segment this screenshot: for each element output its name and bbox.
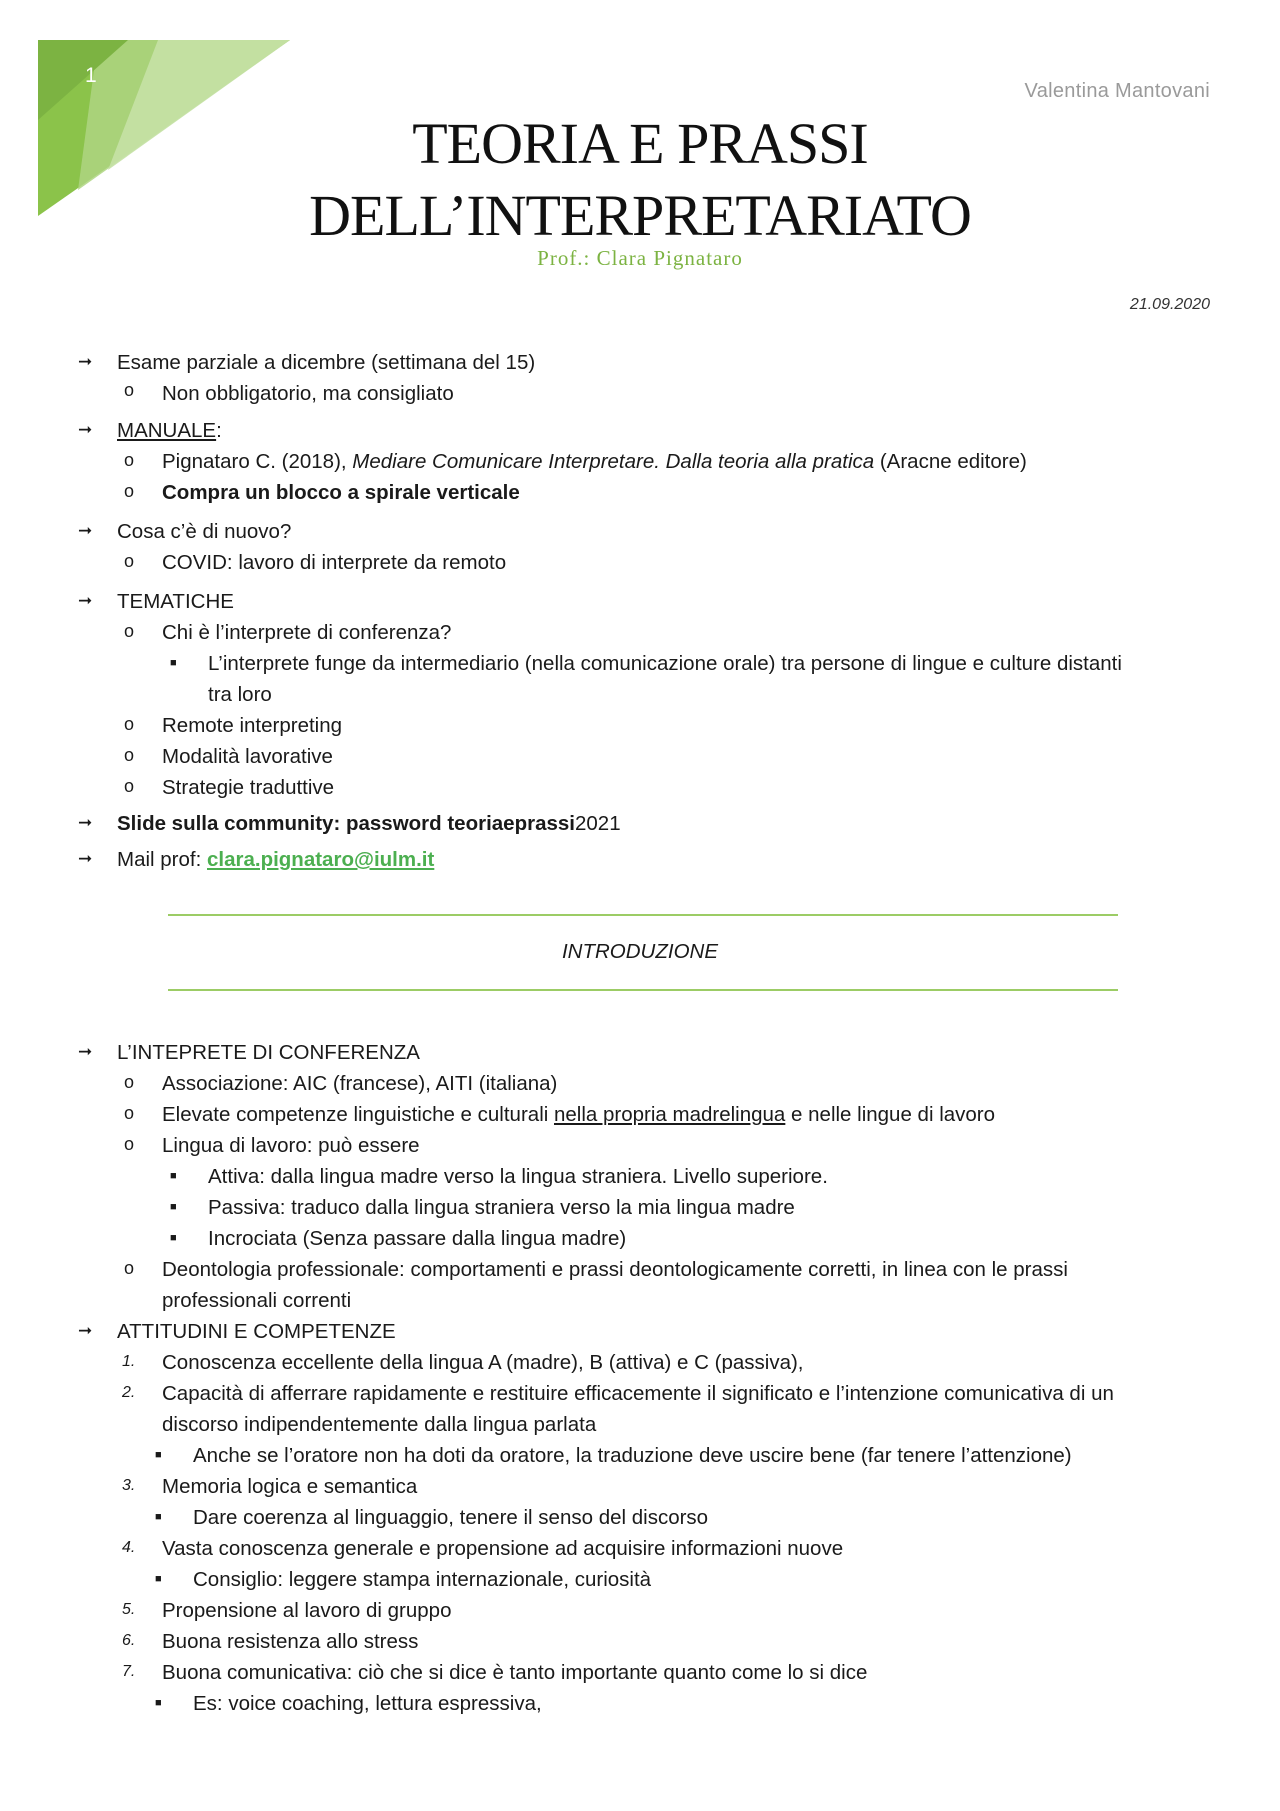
list-item: Anche se l’oratore non ha doti da oratore, la traduzione deve uscire bene (far tenere l’attenzione) [193, 1444, 1072, 1467]
list-item: discorso indipendentemente dalla lingua parlata [162, 1413, 597, 1436]
list-item: Lingua di lavoro: può essere [162, 1134, 420, 1157]
circle-bullet-icon: o [124, 714, 135, 734]
manual-colon: : [216, 419, 222, 442]
list-item: Compra un blocco a spirale verticale [162, 481, 520, 504]
circle-bullet-icon: o [124, 450, 135, 470]
list-item: ATTITUDINI E COMPETENZE [117, 1320, 396, 1343]
manual-ref-text: Pignataro C. (2018), [162, 450, 353, 473]
circle-bullet-icon: o [124, 745, 135, 765]
list-item: Non obbligatorio, ma consigliato [162, 382, 454, 405]
list-item [117, 418, 222, 444]
circle-bullet-icon: o [124, 1103, 135, 1123]
square-bullet-icon: ■ [155, 1573, 162, 1585]
section-rule-top [168, 914, 1118, 916]
list-item: professionali correnti [162, 1289, 352, 1312]
manual-ref-publisher: (Aracne editore) [874, 450, 1027, 473]
list-item: L’INTEPRETE DI CONFERENZA [117, 1041, 420, 1064]
slides-year: 2021 [574, 812, 621, 835]
circle-bullet-icon: o [124, 551, 135, 571]
title-line-1: TEORIA E PRASSI [412, 111, 868, 176]
list-item: Buona comunicativa: ciò che si dice è tanto importante quanto come lo si dice [162, 1661, 868, 1684]
list-item: L’interprete funge da intermediario (nella comunicazione orale) tra persone di lingue e culture distanti [208, 652, 1122, 675]
list-item: Strategie traduttive [162, 776, 335, 799]
skills-text: Elevate competenze linguistiche e culturali [162, 1103, 554, 1126]
arrow-bullet-icon: ➞ [78, 352, 93, 371]
circle-bullet-icon: o [124, 481, 135, 501]
list-number: 5. [122, 1601, 136, 1618]
square-bullet-icon: ■ [170, 1201, 177, 1213]
list-number: 1. [122, 1353, 136, 1370]
manual-label: MANUALE [117, 419, 217, 442]
list-number: 7. [122, 1663, 136, 1680]
list-item: Modalità lavorative [162, 745, 333, 768]
square-bullet-icon: ■ [155, 1449, 162, 1461]
list-item: TEMATICHE [117, 590, 234, 613]
circle-bullet-icon: o [124, 1258, 135, 1278]
arrow-bullet-icon: ➞ [78, 591, 93, 610]
list-item: Cosa c’è di nuovo? [117, 520, 292, 543]
list-item: Chi è l’interprete di conferenza? [162, 621, 452, 644]
arrow-bullet-icon: ➞ [78, 849, 93, 868]
arrow-bullet-icon: ➞ [78, 813, 93, 832]
title-line-2: DELL’INTERPRETARIATO [309, 183, 971, 248]
skills-underlined: nella propria madrelingua [554, 1103, 786, 1126]
list-item: Attiva: dalla lingua madre verso la lingua straniera. Livello superiore. [208, 1165, 828, 1188]
lecture-date: 21.09.2020 [1129, 296, 1210, 313]
circle-bullet-icon: o [124, 380, 135, 400]
arrow-bullet-icon: ➞ [78, 1042, 93, 1061]
list-item: Esame parziale a dicembre (settimana del 15) [117, 351, 536, 374]
arrow-bullet-icon: ➞ [78, 1321, 93, 1340]
list-item: Associazione: AIC (francese), AITI (italiana) [162, 1072, 558, 1095]
section-rule-bottom [168, 989, 1118, 991]
square-bullet-icon: ■ [155, 1511, 162, 1523]
page-number: 1 [85, 64, 97, 87]
circle-bullet-icon: o [124, 1134, 135, 1154]
square-bullet-icon: ■ [170, 657, 177, 669]
slides-text: Slide sulla community: password teoriaeprassi [117, 812, 575, 835]
professor-name: Prof.: Clara Pignataro [537, 246, 743, 270]
list-item: Buona resistenza allo stress [162, 1630, 419, 1653]
list-item: Memoria logica e semantica [162, 1475, 418, 1498]
list-number: 2. [122, 1384, 136, 1401]
list-item: Consiglio: leggere stampa internazionale, curiosità [193, 1568, 652, 1591]
circle-bullet-icon: o [124, 776, 135, 796]
page-title [0, 108, 1280, 252]
list-item: tra loro [208, 683, 272, 706]
list-item: Propensione al lavoro di gruppo [162, 1599, 452, 1622]
list-item [117, 847, 434, 873]
list-item: Incrociata (Senza passare dalla lingua madre) [208, 1227, 627, 1250]
list-item: Deontologia professionale: comportamenti e prassi deontologicamente corretti, in linea con le prassi [162, 1258, 1068, 1281]
skills-text-end: e nelle lingue di lavoro [785, 1103, 996, 1126]
list-item: Passiva: traduco dalla lingua straniera verso la mia lingua madre [208, 1196, 795, 1219]
list-item [162, 449, 1027, 475]
square-bullet-icon: ■ [170, 1232, 177, 1244]
list-number: 3. [122, 1477, 136, 1494]
list-item: Capacità di afferrare rapidamente e restituire efficacemente il significato e l’intenzione comunicativa di un [162, 1382, 1114, 1405]
square-bullet-icon: ■ [170, 1170, 177, 1182]
list-number: 4. [122, 1539, 136, 1556]
mail-label: Mail prof: [117, 848, 207, 871]
list-item: Dare coerenza al linguaggio, tenere il senso del discorso [193, 1506, 709, 1529]
list-item: Es: voice coaching, lettura espressiva, [193, 1692, 542, 1715]
circle-bullet-icon: o [124, 1072, 135, 1092]
manual-ref-title: Mediare Comunicare Interpretare. Dalla teoria alla pratica [352, 450, 875, 473]
list-item [162, 1102, 995, 1128]
list-item: Remote interpreting [162, 714, 343, 737]
author-name: Valentina Mantovani [1024, 80, 1210, 102]
section-title: INTRODUZIONE [561, 940, 719, 963]
list-item: Conoscenza eccellente della lingua A (madre), B (attiva) e C (passiva), [162, 1351, 804, 1374]
list-item: COVID: lavoro di interprete da remoto [162, 551, 507, 574]
arrow-bullet-icon: ➞ [78, 521, 93, 540]
square-bullet-icon: ■ [155, 1697, 162, 1709]
circle-bullet-icon: o [124, 621, 135, 641]
list-item [117, 811, 621, 837]
professor-email-link[interactable]: clara.pignataro@iulm.it [207, 848, 435, 871]
arrow-bullet-icon: ➞ [78, 420, 93, 439]
list-item: Vasta conoscenza generale e propensione ad acquisire informazioni nuove [162, 1537, 844, 1560]
list-number: 6. [122, 1632, 136, 1649]
